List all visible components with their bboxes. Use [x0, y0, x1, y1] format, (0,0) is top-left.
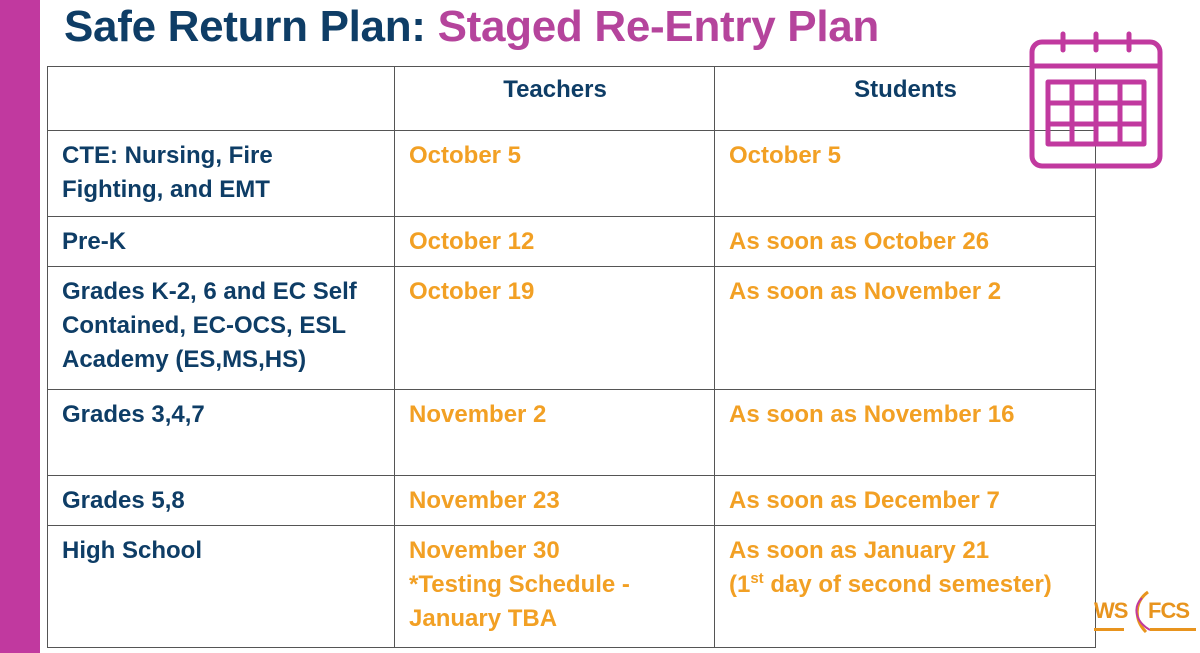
- category-line: High School: [62, 537, 202, 564]
- logo-right-text: FCS: [1148, 598, 1189, 623]
- teachers-date-line: October 19: [409, 278, 535, 305]
- category-line: Academy (ES,MS,HS): [62, 346, 307, 373]
- row-category: [48, 267, 395, 390]
- logo-underline: [1150, 628, 1196, 631]
- category-line: Grades 5,8: [62, 487, 185, 514]
- title-part-2: Staged Re-Entry Plan: [437, 2, 880, 51]
- students-date-line: As soon as November 2: [729, 278, 1002, 305]
- note-superscript: st: [750, 570, 764, 587]
- reentry-table: [47, 66, 1096, 648]
- table-row: [48, 131, 1096, 217]
- logo-underline: [1094, 628, 1124, 631]
- note-open: (1: [729, 571, 751, 598]
- header-category: [48, 67, 395, 131]
- row-category: [48, 217, 395, 267]
- category-line: Fighting, and EMT: [62, 176, 270, 203]
- row-students-date: [715, 476, 1096, 526]
- category-line: Grades 3,4,7: [62, 401, 205, 428]
- note-rest: day of second semester): [763, 571, 1052, 598]
- teachers-date-line: January TBA: [409, 605, 558, 632]
- teachers-date-line: November 30: [409, 537, 560, 564]
- row-teachers-date: [395, 476, 715, 526]
- row-teachers-date: [395, 390, 715, 476]
- row-category: [48, 390, 395, 476]
- row-teachers-date: [395, 217, 715, 267]
- row-students-date: [715, 526, 1096, 648]
- row-category: [48, 476, 395, 526]
- side-accent-bar: [0, 0, 40, 653]
- students-date-line: October 5: [729, 142, 842, 169]
- table-row: [48, 476, 1096, 526]
- table-row: [48, 217, 1096, 267]
- students-date-line: As soon as December 7: [729, 487, 1000, 514]
- students-date-line: As soon as January 21: [729, 537, 990, 564]
- table-row: [48, 267, 1096, 390]
- table-header-row: [48, 67, 1096, 131]
- row-category: [48, 526, 395, 648]
- table-row: [48, 390, 1096, 476]
- calendar-icon: [1028, 30, 1164, 170]
- row-teachers-date: [395, 526, 715, 648]
- row-students-date: [715, 267, 1096, 390]
- table-row: [48, 526, 1096, 648]
- row-students-date: [715, 217, 1096, 267]
- row-category: [48, 131, 395, 217]
- category-line: Pre-K: [62, 228, 127, 255]
- students-date-line: As soon as November 16: [729, 401, 1015, 428]
- row-teachers-date: [395, 267, 715, 390]
- teachers-date-line: November 23: [409, 487, 560, 514]
- students-date-line: As soon as October 26: [729, 228, 990, 255]
- logo-left-text: WS: [1094, 598, 1128, 623]
- teachers-date-line: October 12: [409, 228, 535, 255]
- district-logo: [1094, 588, 1198, 646]
- teachers-date-line: *Testing Schedule -: [409, 571, 630, 598]
- category-line: Contained, EC-OCS, ESL: [62, 312, 347, 339]
- category-line: Grades K-2, 6 and EC Self: [62, 278, 357, 305]
- title-part-1: Safe Return Plan:: [64, 2, 438, 51]
- page-title: [64, 2, 879, 52]
- teachers-date-line: October 5: [409, 142, 522, 169]
- header-teachers: Teachers: [395, 67, 715, 131]
- students-note: [729, 568, 1082, 602]
- row-teachers-date: [395, 131, 715, 217]
- teachers-date-line: November 2: [409, 401, 547, 428]
- header-students: Students: [715, 67, 1096, 131]
- row-students-date: [715, 390, 1096, 476]
- category-line: CTE: Nursing, Fire: [62, 142, 273, 169]
